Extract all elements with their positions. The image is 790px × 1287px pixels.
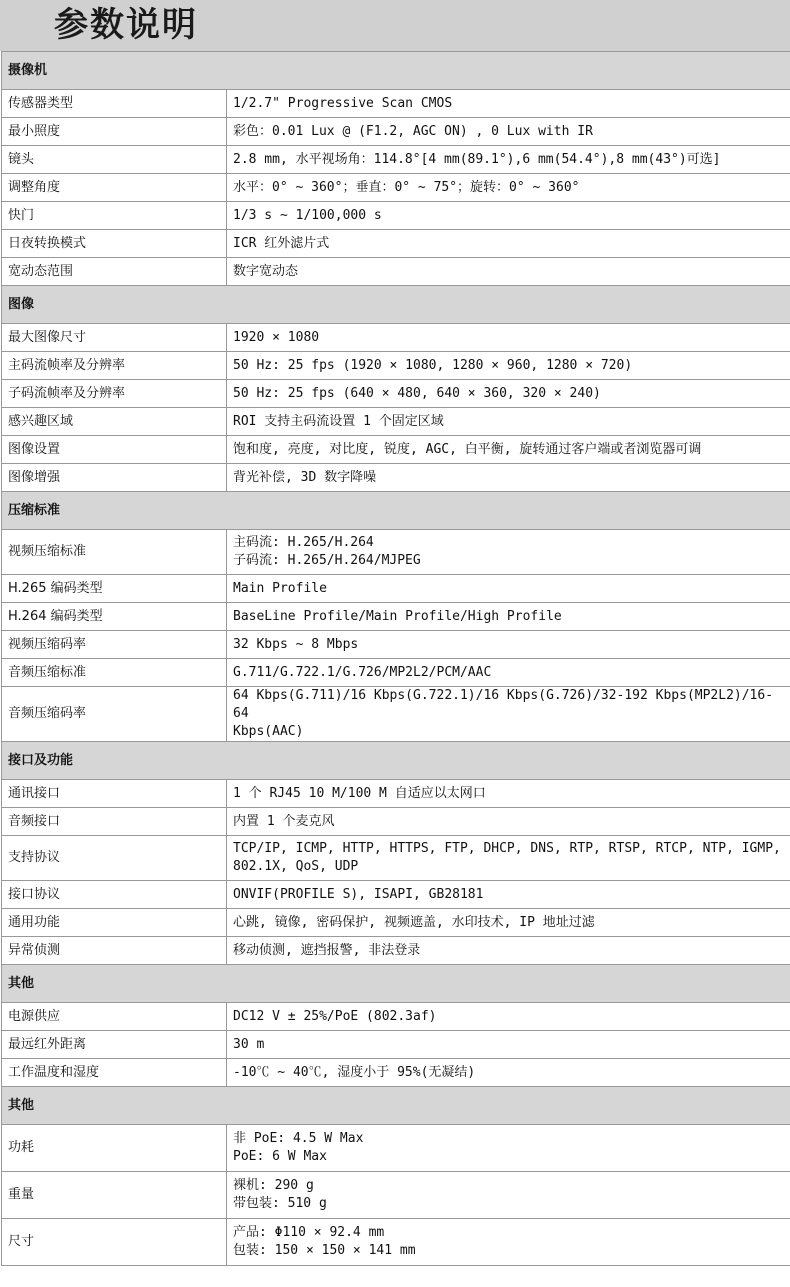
spec-value: G.711/G.722.1/G.726/MP2L2/PCM/AAC [227, 659, 790, 687]
spec-row [2, 1003, 790, 1031]
spec-value: 1/2.7" Progressive Scan CMOS [227, 90, 790, 118]
spec-value-line: 64 Kbps(G.711)/16 Kbps(G.722.1)/16 Kbps(G.726)/32-192 Kbps(MP2L2)/16-64 [233, 688, 774, 721]
spec-label: H.265 编码类型 [2, 575, 227, 603]
spec-value-line: Kbps(AAC) [233, 724, 304, 739]
spec-label: 最大图像尺寸 [2, 324, 227, 352]
spec-value [227, 1125, 790, 1172]
spec-label: 音频压缩标准 [2, 659, 227, 687]
spec-value: BaseLine Profile/Main Profile/High Profile [227, 603, 790, 631]
section-header-row [2, 286, 790, 324]
spec-label: 最远红外距离 [2, 1031, 227, 1059]
spec-row [2, 436, 790, 464]
spec-row [2, 202, 790, 230]
spec-value-line: PoE: 6 W Max [233, 1149, 327, 1164]
spec-table [1, 51, 790, 1266]
section-title: 其他 [2, 1087, 790, 1125]
spec-row [2, 146, 790, 174]
spec-row [2, 1219, 790, 1266]
spec-row [2, 258, 790, 286]
spec-row [2, 659, 790, 687]
spec-value: 内置 1 个麦克风 [227, 808, 790, 836]
spec-label: 主码流帧率及分辨率 [2, 352, 227, 380]
spec-value: 水平：0° ~ 360°；垂直：0° ~ 75°；旋转：0° ~ 360° [227, 174, 790, 202]
spec-value: 数字宽动态 [227, 258, 790, 286]
spec-label: 接口协议 [2, 881, 227, 909]
spec-row [2, 530, 790, 575]
spec-value: 1920 × 1080 [227, 324, 790, 352]
spec-value [227, 1172, 790, 1219]
spec-row [2, 631, 790, 659]
spec-value [227, 530, 790, 575]
section-header-row [2, 52, 790, 90]
spec-row [2, 808, 790, 836]
spec-label: 音频压缩码率 [2, 687, 227, 742]
spec-label: 异常侦测 [2, 937, 227, 965]
spec-value: 1/3 s ~ 1/100,000 s [227, 202, 790, 230]
spec-value: 1 个 RJ45 10 M/100 M 自适应以太网口 [227, 780, 790, 808]
spec-value: Main Profile [227, 575, 790, 603]
spec-value: ICR 红外滤片式 [227, 230, 790, 258]
spec-value: 50 Hz: 25 fps (640 × 480, 640 × 360, 320 × 240) [227, 380, 790, 408]
spec-value-line: 子码流: H.265/H.264/MJPEG [233, 553, 421, 568]
spec-label: 图像增强 [2, 464, 227, 492]
spec-value: 30 m [227, 1031, 790, 1059]
spec-label: 子码流帧率及分辨率 [2, 380, 227, 408]
spec-label: 传感器类型 [2, 90, 227, 118]
spec-row [2, 687, 790, 742]
spec-label: 通用功能 [2, 909, 227, 937]
page-title: 参数说明 [54, 5, 198, 45]
section-title: 摄像机 [2, 52, 790, 90]
spec-value-line: 802.1X, QoS, UDP [233, 859, 359, 874]
section-header-row [2, 742, 790, 780]
section-title: 图像 [2, 286, 790, 324]
spec-row [2, 909, 790, 937]
spec-label: 宽动态范围 [2, 258, 227, 286]
section-header-row [2, 492, 790, 530]
spec-label: 视频压缩码率 [2, 631, 227, 659]
spec-row [2, 1059, 790, 1087]
spec-row [2, 380, 790, 408]
spec-value: -10℃ ~ 40℃, 湿度小于 95%(无凝结) [227, 1059, 790, 1087]
spec-row [2, 603, 790, 631]
spec-row [2, 1031, 790, 1059]
spec-value: 2.8 mm, 水平视场角：114.8°[4 mm(89.1°),6 mm(54.4°),8 mm(43°)可选] [227, 146, 790, 174]
spec-row [2, 836, 790, 881]
spec-row [2, 780, 790, 808]
spec-label: H.264 编码类型 [2, 603, 227, 631]
spec-label: 支持协议 [2, 836, 227, 881]
spec-value-line: 裸机: 290 g [233, 1178, 314, 1193]
spec-value: 50 Hz: 25 fps (1920 × 1080, 1280 × 960, 1280 × 720) [227, 352, 790, 380]
page-header [0, 0, 790, 51]
section-title: 接口及功能 [2, 742, 790, 780]
spec-value: 彩色：0.01 Lux @ (F1.2, AGC ON) , 0 Lux with IR [227, 118, 790, 146]
spec-label: 尺寸 [2, 1219, 227, 1266]
spec-row [2, 881, 790, 909]
spec-value-line: 非 PoE: 4.5 W Max [233, 1131, 364, 1146]
spec-value-line: 主码流: H.265/H.264 [233, 535, 374, 550]
spec-label: 调整角度 [2, 174, 227, 202]
spec-label: 功耗 [2, 1125, 227, 1172]
spec-row [2, 324, 790, 352]
section-header-row [2, 965, 790, 1003]
spec-value [227, 1219, 790, 1266]
spec-row [2, 575, 790, 603]
spec-label: 快门 [2, 202, 227, 230]
spec-label: 视频压缩标准 [2, 530, 227, 575]
spec-label: 镜头 [2, 146, 227, 174]
spec-row [2, 230, 790, 258]
spec-value: ROI 支持主码流设置 1 个固定区域 [227, 408, 790, 436]
spec-value: 移动侦测, 遮挡报警, 非法登录 [227, 937, 790, 965]
spec-value: 背光补偿, 3D 数字降噪 [227, 464, 790, 492]
spec-row [2, 937, 790, 965]
spec-label: 图像设置 [2, 436, 227, 464]
section-title: 压缩标准 [2, 492, 790, 530]
section-header-row [2, 1087, 790, 1125]
spec-value: 心跳, 镜像, 密码保护, 视频遮盖, 水印技术, IP 地址过滤 [227, 909, 790, 937]
spec-value [227, 836, 790, 881]
spec-row [2, 1125, 790, 1172]
spec-label: 音频接口 [2, 808, 227, 836]
spec-row [2, 464, 790, 492]
spec-row [2, 118, 790, 146]
spec-value-line: 带包装: 510 g [233, 1196, 327, 1211]
section-title: 其他 [2, 965, 790, 1003]
spec-row [2, 408, 790, 436]
spec-label: 工作温度和湿度 [2, 1059, 227, 1087]
spec-row [2, 174, 790, 202]
spec-label: 重量 [2, 1172, 227, 1219]
spec-value [227, 687, 790, 742]
spec-value-line: TCP/IP, ICMP, HTTP, HTTPS, FTP, DHCP, DNS, RTP, RTSP, RTCP, NTP, IGMP, [233, 841, 781, 856]
spec-value-line: 包装: 150 × 150 × 141 mm [233, 1243, 416, 1258]
spec-value: 饱和度, 亮度, 对比度, 锐度, AGC, 白平衡, 旋转通过客户端或者浏览器可调 [227, 436, 790, 464]
spec-value: DC12 V ± 25%/PoE (802.3af) [227, 1003, 790, 1031]
spec-row [2, 352, 790, 380]
spec-row [2, 90, 790, 118]
spec-label: 最小照度 [2, 118, 227, 146]
spec-value: 32 Kbps ~ 8 Mbps [227, 631, 790, 659]
spec-label: 通讯接口 [2, 780, 227, 808]
spec-value: ONVIF(PROFILE S), ISAPI, GB28181 [227, 881, 790, 909]
spec-label: 电源供应 [2, 1003, 227, 1031]
spec-label: 感兴趣区域 [2, 408, 227, 436]
spec-label: 日夜转换模式 [2, 230, 227, 258]
spec-row [2, 1172, 790, 1219]
spec-value-line: 产品: Φ110 × 92.4 mm [233, 1225, 385, 1240]
